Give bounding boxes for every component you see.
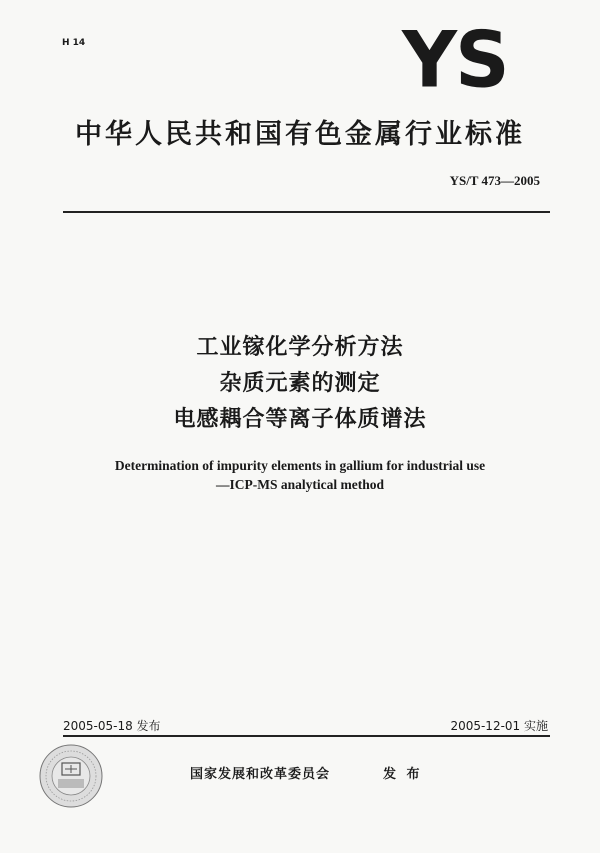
ys-logo: YS <box>402 14 508 105</box>
anti-counterfeit-seal-icon <box>38 743 104 809</box>
en-title-line1: Determination of impurity elements in gallium for industrial use <box>114 458 486 473</box>
implementation-date: 2005-12-01 实施 <box>450 719 548 733</box>
standard-number: YS/T 473—2005 <box>449 173 540 188</box>
cn-title-line2: 杂质元素的测定 <box>219 371 381 396</box>
ccs-code: H 14 <box>62 38 86 48</box>
standard-title: 中华人民共和国有色金属行业标准 <box>75 119 525 150</box>
bottom-divider <box>63 735 550 737</box>
cn-title-line1: 工业镓化学分析方法 <box>196 335 404 360</box>
top-divider <box>63 211 550 213</box>
cn-title-line3: 电感耦合等离子体质谱法 <box>173 407 427 432</box>
en-title-line2: —ICP-MS analytical method <box>216 477 384 492</box>
publish-label: 发 布 <box>383 767 423 782</box>
issue-date: 2005-05-18 发布 <box>63 719 161 733</box>
issuing-authority: 国家发展和改革委员会 <box>190 767 331 782</box>
